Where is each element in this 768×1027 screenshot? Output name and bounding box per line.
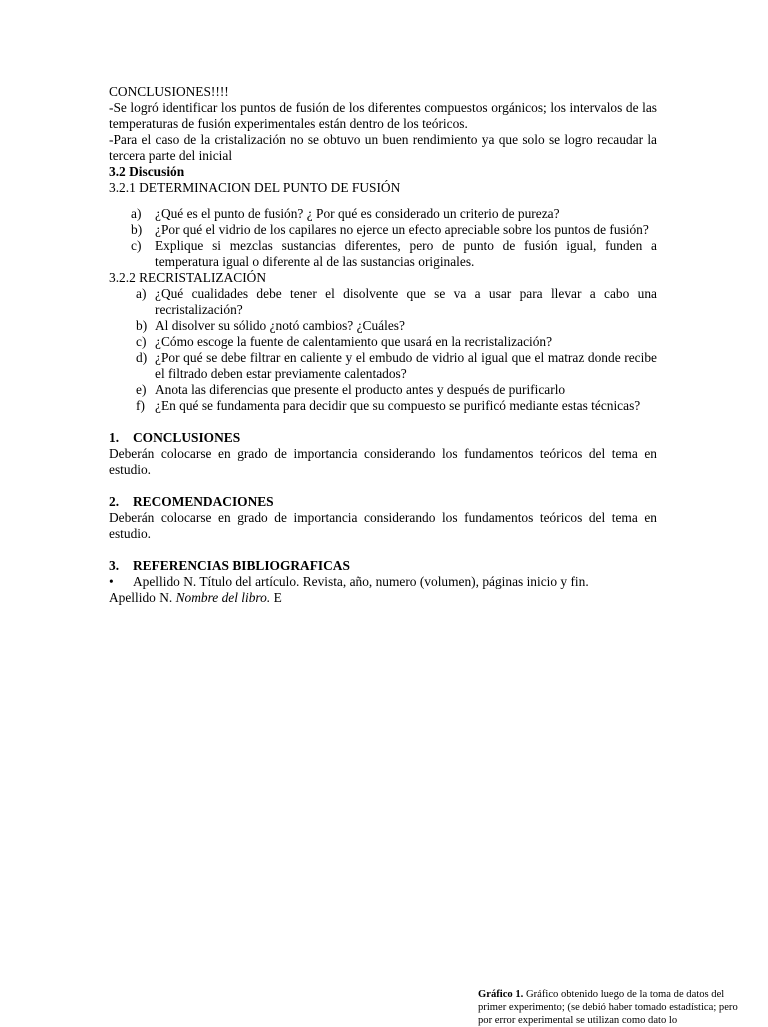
list-item-text: Anota las diferencias que presente el producto antes y después de purificarlo <box>155 382 566 397</box>
section-references-heading <box>109 558 657 574</box>
section-title: CONCLUSIONES <box>133 430 241 445</box>
discussion-number: 3.2 <box>109 164 126 179</box>
list-item <box>109 238 657 270</box>
list-marker: a) <box>131 206 142 221</box>
list-item-text: ¿Por qué el vidrio de los capilares no ejerce un efecto apreciable sobre los puntos de fusión? <box>155 222 649 237</box>
conclusion-line-1: -Se logró identificar los puntos de fusión de los diferentes compuestos orgánicos; los intervalos de las temperaturas de fusión experimentales están dentro de los teóricos. <box>109 100 657 131</box>
conclusions-heading: CONCLUSIONES!!!! <box>109 84 229 99</box>
section-number: 1. <box>109 430 120 445</box>
section-recommendations-body: Deberán colocarse en grado de importancia considerando los fundamentos teóricos del tema en estudio. <box>109 510 657 541</box>
bullet-icon: • <box>109 574 114 589</box>
section-number: 2. <box>109 494 120 509</box>
caption-label: Gráfico 1. <box>478 989 524 1000</box>
list-item-text: ¿Qué es el punto de fusión? ¿ Por qué es considerado un criterio de pureza? <box>155 206 560 221</box>
subsection-recrystallization-title: 3.2.2 RECRISTALIZACIÓN <box>109 270 267 285</box>
list-marker: b) <box>131 222 143 237</box>
list-item-text: Explique si mezclas sustancias diferentes, pero de punto de fusión igual, funden a temperatura igual o diferente al de las sustancias originales. <box>155 238 657 269</box>
list-item <box>109 334 657 350</box>
list-item-text: ¿Por qué se debe filtrar en caliente y el embudo de vidrio al igual que el matraz donde recibe el filtrado deben estar previamente calentados? <box>155 350 657 381</box>
reference-book-title: Nombre del libro. <box>175 590 271 605</box>
section-conclusions-heading <box>109 430 657 446</box>
reference-author: Apellido N. <box>109 590 173 605</box>
discussion-label: Discusión <box>129 164 185 179</box>
list-marker: c) <box>131 238 142 253</box>
list-marker: c) <box>136 334 147 349</box>
subsection-fusion-title: 3.2.1 DETERMINACION DEL PUNTO DE FUSIÓN <box>109 180 401 195</box>
reference-text: Apellido N. Título del artículo. Revista, año, numero (volumen), páginas inicio y fin. <box>133 574 589 589</box>
list-marker: a) <box>136 286 147 301</box>
list-item <box>109 206 657 222</box>
section-conclusions-body: Deberán colocarse en grado de importancia considerando los fundamentos teóricos del tema en estudio. <box>109 446 657 477</box>
conclusion-line-2: -Para el caso de la cristalización no se obtuvo un buen rendimiento ya que solo se logro recaudar la tercera parte del inicial <box>109 132 657 163</box>
list-item <box>109 398 657 414</box>
reference-item-article <box>109 574 657 590</box>
section-recommendations-heading <box>109 494 657 510</box>
section-title: RECOMENDACIONES <box>133 494 274 509</box>
list-item-text: ¿Qué cualidades debe tener el disolvente que se va a usar para llevar a cabo una recristalización? <box>155 286 657 317</box>
list-item <box>109 222 657 238</box>
document-page <box>109 84 657 606</box>
list-item <box>109 318 657 334</box>
list-item-text: ¿En qué se fundamenta para decidir que su compuesto se purificó mediante estas técnicas? <box>155 398 641 413</box>
list-marker: f) <box>136 398 145 413</box>
reference-item-book <box>109 590 657 606</box>
list-item-text: Al disolver su sólido ¿notó cambios? ¿Cuáles? <box>155 318 405 333</box>
list-marker: d) <box>136 350 148 365</box>
list-item <box>109 350 657 382</box>
fusion-questions-list <box>109 206 657 270</box>
figure-caption <box>478 988 750 1027</box>
recrystallization-questions-list <box>109 286 657 414</box>
list-marker: e) <box>136 382 147 397</box>
list-item <box>109 382 657 398</box>
section-title: REFERENCIAS BIBLIOGRAFICAS <box>133 558 350 573</box>
section-number: 3. <box>109 558 120 573</box>
discussion-title <box>109 164 657 180</box>
list-marker: b) <box>136 318 148 333</box>
caption-text: Gráfico obtenido luego de la toma de datos del primer experimento; (se debió haber tomado estadística; pero por error experimental se utilizan como dato lo <box>478 989 738 1026</box>
list-item-text: ¿Cómo escoge la fuente de calentamiento que usará en la recristalización? <box>155 334 553 349</box>
list-item <box>109 286 657 318</box>
reference-rest: E <box>273 590 282 605</box>
